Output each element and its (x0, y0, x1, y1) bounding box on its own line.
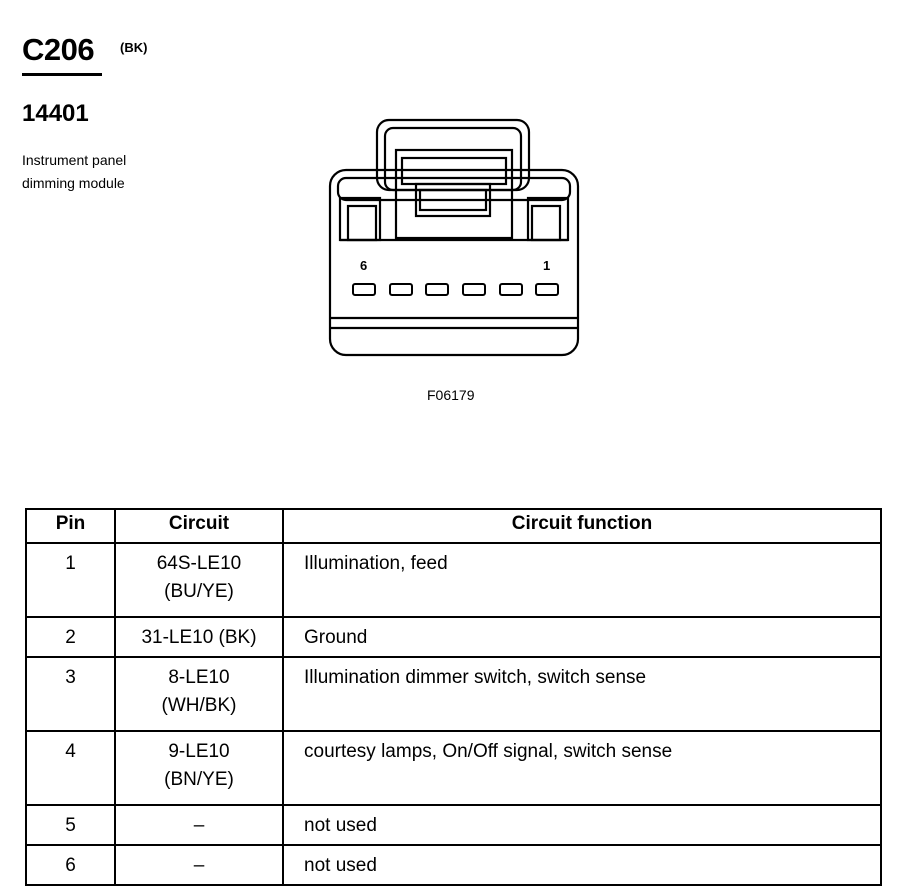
terminal-cavity (463, 284, 485, 295)
function-cell: Ground (283, 617, 881, 657)
pin-cell: 6 (26, 845, 115, 885)
pin-label-1: 1 (543, 258, 551, 273)
table-row (26, 617, 881, 657)
function-cell: Illumination, feed (283, 543, 881, 617)
circuit-color: (BU/YE) (164, 581, 234, 602)
connector-face-diagram (320, 110, 590, 360)
circuit-cell (115, 731, 283, 805)
function-cell: courtesy lamps, On/Off signal, switch sense (283, 731, 881, 805)
circuit-cell (115, 617, 283, 657)
pin-cell: 1 (26, 543, 115, 617)
function-cell: not used (283, 805, 881, 845)
circuit-code: – (193, 815, 205, 836)
part-description-line: Instrument panel (22, 152, 127, 168)
pin-table (25, 508, 882, 886)
connector-color: (BK) (120, 40, 148, 55)
connector-id: C206 (22, 32, 95, 67)
table-row (26, 845, 881, 885)
circuit-cell (115, 657, 283, 731)
pin-cell: 5 (26, 805, 115, 845)
part-description-line: dimming module (22, 175, 125, 191)
pin-cell: 3 (26, 657, 115, 731)
terminal-cavity (536, 284, 558, 295)
circuit-code: 9-LE10 (168, 741, 230, 762)
circuit-color: (BN/YE) (164, 769, 234, 790)
circuit-cell (115, 845, 283, 885)
function-cell: not used (283, 845, 881, 885)
connector-lock (396, 150, 512, 238)
part-description (22, 149, 182, 195)
circuit-code: 8-LE10 (168, 667, 230, 688)
function-cell: Illumination dimmer switch, switch sense (283, 657, 881, 731)
part-number: 14401 (22, 100, 89, 127)
table-row (26, 543, 881, 617)
pin-cell: 2 (26, 617, 115, 657)
pin-cell: 4 (26, 731, 115, 805)
circuit-color: (WH/BK) (161, 695, 237, 716)
terminal-cavity (500, 284, 522, 295)
table-row (26, 731, 881, 805)
header-circuit: Circuit (115, 509, 283, 543)
header-pin: Pin (26, 509, 115, 543)
terminal-cavity (353, 284, 375, 295)
terminal-cavity (426, 284, 448, 295)
table-row (26, 805, 881, 845)
terminal-cavity (390, 284, 412, 295)
table-header-row (26, 509, 881, 543)
circuit-code: 64S-LE10 (156, 553, 242, 574)
circuit-cell (115, 805, 283, 845)
circuit-cell (115, 543, 283, 617)
figure-id: F06179 (427, 387, 475, 403)
pin-label-6: 6 (360, 258, 368, 273)
circuit-code: 31-LE10 (BK) (141, 627, 257, 648)
circuit-code: – (193, 855, 205, 876)
connector-underline (22, 73, 102, 76)
header-function: Circuit function (283, 509, 881, 543)
table-row (26, 657, 881, 731)
